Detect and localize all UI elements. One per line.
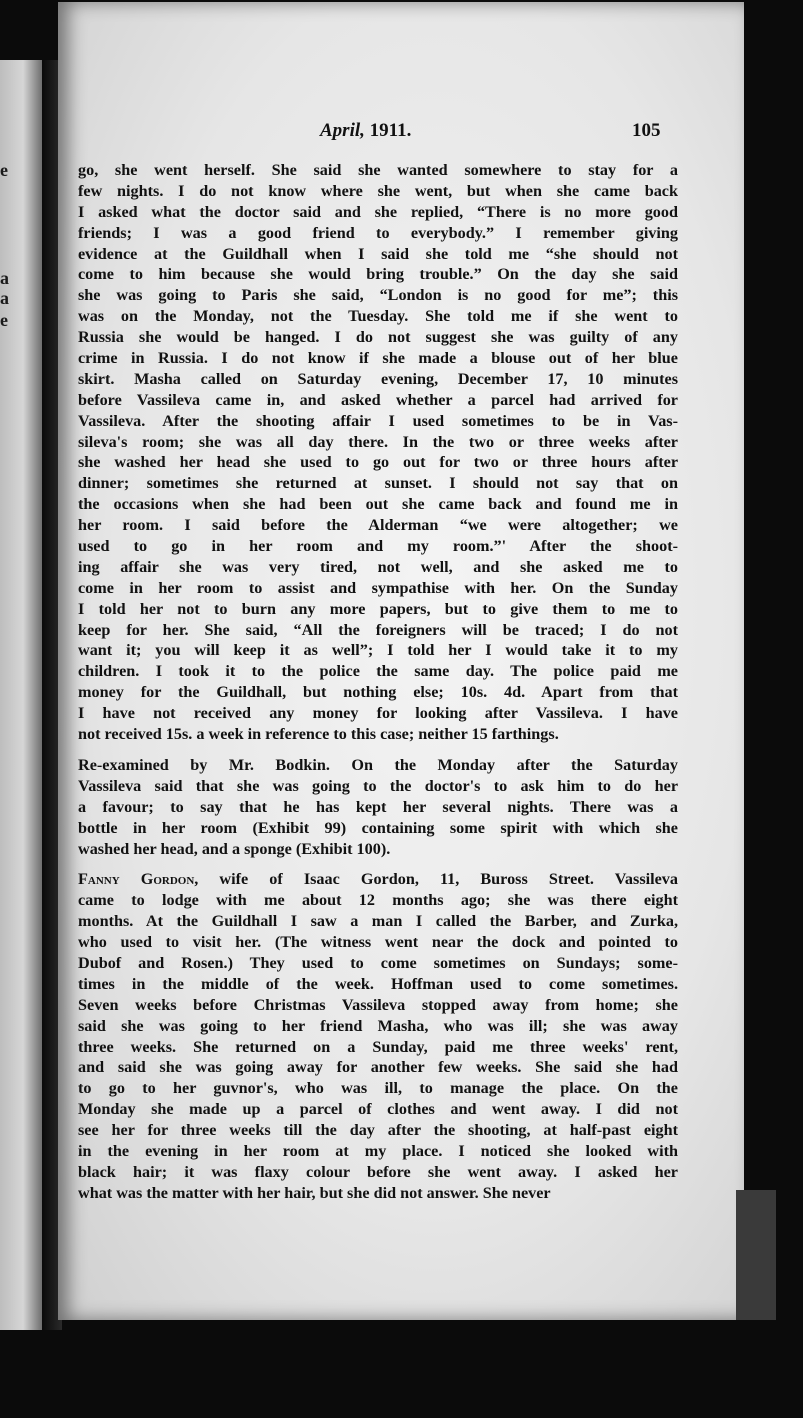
text-line: came to lodge with me about 12 months ago; she was there eight	[78, 891, 678, 910]
margin-fragment: a	[0, 268, 9, 288]
text-line: she washed her head she used to go out for two or three hours after	[78, 453, 678, 472]
text-line: what was the matter with her hair, but she did not answer. She never	[78, 1183, 551, 1202]
book-page	[58, 2, 744, 1320]
text-line: Vassileva. After the shooting affair I used sometimes to be in Vas-	[78, 411, 678, 430]
text-line: who used to visit her. (The witness went near the dock and pointed to	[78, 933, 678, 952]
text-line: dinner; sometimes she returned at sunset. I should not say that on	[78, 474, 678, 493]
paragraph-fanny-gordon-testimony	[78, 869, 678, 1203]
text-line	[78, 869, 678, 890]
text-line: three weeks. She returned on a Sunday, paid me three weeks' rent,	[78, 1037, 678, 1056]
text-line: used to go in her room and my room.”' After the shoot-	[78, 537, 678, 556]
text-line: Dubof and Rosen.) They used to come sometimes on Sundays; some-	[78, 953, 678, 972]
text-line: skirt. Masha called on Saturday evening, December 17, 10 minutes	[78, 369, 678, 388]
paragraph-re-examination	[78, 755, 678, 859]
text-line: months. At the Guildhall I saw a man I called the Barber, and Zurka,	[78, 912, 678, 931]
text-line: black hair; it was flaxy colour before she went away. I asked her	[78, 1162, 678, 1181]
text-line: crime in Russia. I do not know if she made a blouse out of her blue	[78, 349, 678, 368]
margin-fragment: e	[0, 310, 8, 330]
text-line: come in her room to assist and sympathise with her. On the Sunday	[78, 578, 678, 597]
text-line: I asked what the doctor said and she replied, “There is no more good	[78, 202, 678, 221]
text-line: washed her head, and a sponge (Exhibit 100).	[78, 839, 391, 858]
text-line: and said she was going away for another few weeks. She said she had	[78, 1058, 678, 1077]
text-line: times in the middle of the week. Hoffman used to come sometimes.	[78, 974, 678, 993]
running-head	[320, 120, 411, 142]
text-line: ing affair she was very tired, not well, and she asked me to	[78, 557, 678, 576]
text-line: I have not received any money for looking after Vassileva. I have	[78, 704, 678, 723]
text-line: children. I took it to the police the same day. The police paid me	[78, 662, 678, 681]
witness-name: Fanny Gordon	[78, 870, 195, 889]
text-line: I told her not to burn any more papers, but to give them to me to	[78, 599, 678, 618]
text-line: come to him because she would bring trouble.” On the day she said	[78, 265, 678, 284]
text-line: friends; I was a good friend to everybody.” I remember giving	[78, 223, 678, 242]
text-line: not received 15s. a week in reference to this case; neither 15 farthings.	[78, 725, 559, 744]
paragraph-cross-examination	[78, 160, 678, 745]
running-head-month: April,	[320, 120, 365, 141]
text-line: was on the Monday, not the Tuesday. She told me if she went to	[78, 307, 678, 326]
text-line: sileva's room; she was all day there. In the two or three weeks after	[78, 432, 678, 451]
text-line: Monday she made up a parcel of clothes and went away. I did not	[78, 1100, 678, 1119]
text-line: go, she went herself. She said she wanted somewhere to stay for a	[78, 161, 678, 179]
text-line: evidence at the Guildhall when I said she told me “she should not	[78, 244, 678, 263]
margin-fragment: a	[0, 288, 9, 308]
page-number: 105	[632, 120, 661, 141]
page-header	[58, 120, 744, 150]
page-stack-edge	[736, 1190, 776, 1320]
text-line: before Vassileva came in, and asked whether a parcel had arrived for	[78, 390, 678, 409]
text-line: Vassileva said that she was going to the doctor's to ask him to do her	[78, 776, 678, 795]
margin-fragment: e	[0, 160, 8, 180]
text-line: see her for three weeks till the day after the shooting, at half-past eight	[78, 1121, 678, 1140]
text-line: she was going to Paris she said, “London is no good for me”; this	[78, 286, 678, 305]
text-line: want it; you will keep it as well”; I told her I would take it to my	[78, 641, 678, 660]
text-line: in the evening in her room at my place. I noticed she looked with	[78, 1141, 678, 1160]
text-line: Re-examined by Mr. Bodkin. On the Monday after the Saturday	[78, 755, 678, 774]
text-line: keep for her. She said, “All the foreigners will be traced; I do not	[78, 620, 678, 639]
text-line: money for the Guildhall, but nothing else; 10s. 4d. Apart from that	[78, 683, 678, 702]
text-line-rest: , wife of Isaac Gordon, 11, Buross Street. Vassileva	[194, 870, 678, 889]
text-line: the occasions when she had been out she came back and found me in	[78, 495, 678, 514]
page-body	[78, 160, 678, 1204]
text-line: bottle in her room (Exhibit 99) containing some spirit with which she	[78, 818, 678, 837]
text-line: said she was going to her friend Masha, who was ill; she was away	[78, 1016, 678, 1035]
text-line: a favour; to say that he has kept her several nights. There was a	[78, 797, 678, 816]
text-line: few nights. I do not know where she went, but when she came back	[78, 181, 678, 200]
previous-page-edge	[0, 60, 42, 1330]
text-line: her room. I said before the Alderman “we were altogether; we	[78, 516, 678, 535]
text-line: to go to her guvnor's, who was ill, to manage the place. On the	[78, 1079, 678, 1098]
text-line: Seven weeks before Christmas Vassileva stopped away from home; she	[78, 995, 678, 1014]
text-line: Russia she would be hanged. I do not suggest she was guilty of any	[78, 328, 678, 347]
running-head-year: 1911.	[369, 120, 412, 141]
